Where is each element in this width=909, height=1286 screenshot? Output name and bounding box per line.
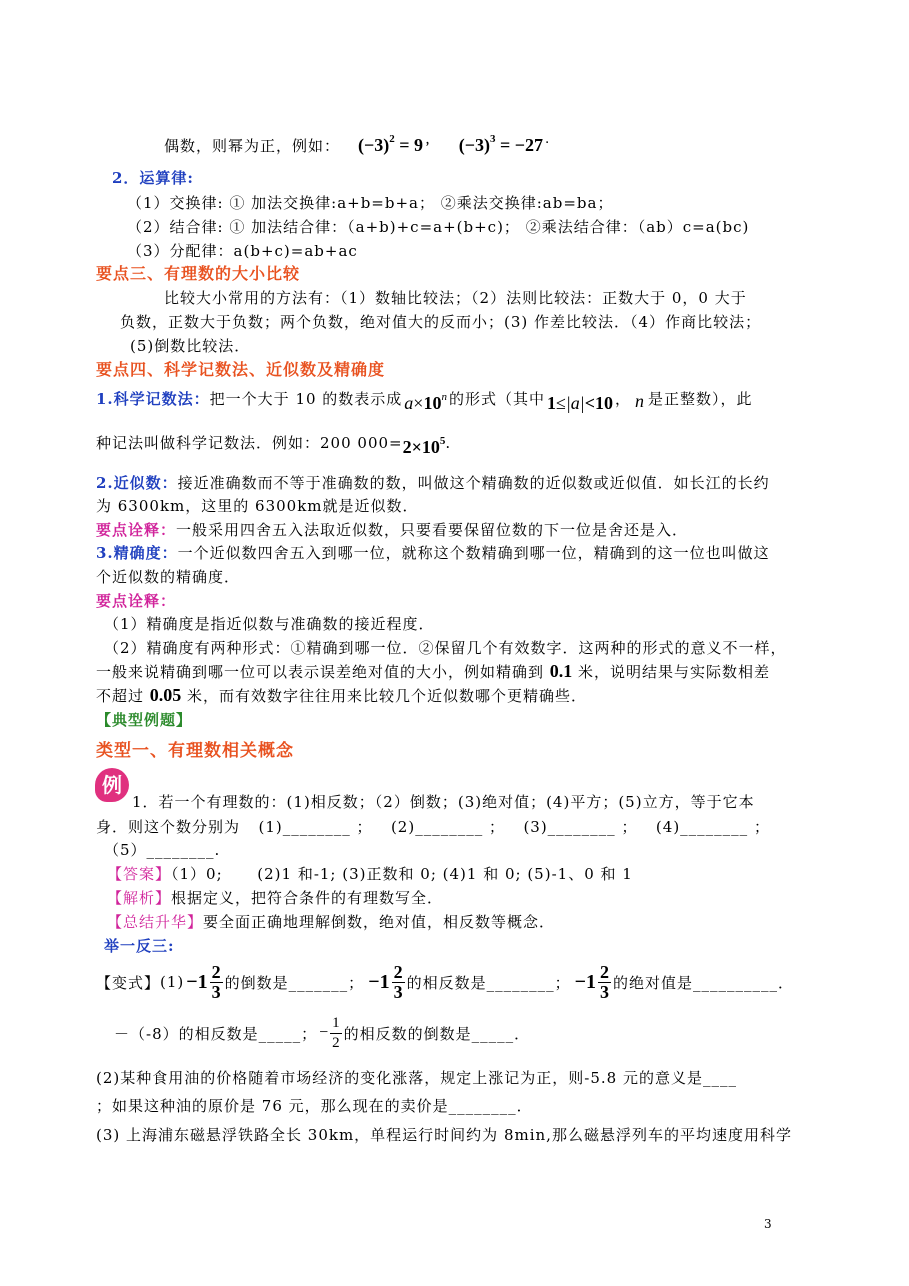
note-2-item-1: （1）精确度是指近似数与准确数的接近程度． xyxy=(104,615,435,633)
power-example-2-exponent: 3 xyxy=(490,133,496,145)
blank-5: （5）________. xyxy=(104,841,221,859)
sci-notation-formula xyxy=(404,393,447,413)
half-fraction xyxy=(330,1014,342,1053)
power-example-1-result: = 9 xyxy=(394,135,424,155)
approx-line-2: 为 6300km，这里的 6300km就是近似数． xyxy=(96,497,419,515)
analysis-line xyxy=(107,888,443,908)
variant-label: 【变式】 xyxy=(96,973,161,992)
formula-exponent-n: n xyxy=(441,391,447,403)
variable-n: n xyxy=(635,391,645,411)
mixed-number-whole-3: −1 xyxy=(574,970,597,993)
accuracy-line-2: 个近似数的精确度． xyxy=(96,568,241,586)
question-3-line-1: (3) 上海浦东磁悬浮铁路全长 30km，单程运行时间约为 8min,那么磁悬浮列车的平均速度用科学 xyxy=(96,1126,792,1144)
note-1-label: 要点诠释： xyxy=(96,521,177,539)
formula-times: × xyxy=(413,393,424,413)
approx-label: 2.近似数： xyxy=(96,474,178,492)
compare-line-2: 负数，正数大于负数；两个负数，绝对值大的反而小；(3) 作差比较法．（4）作商比较法； xyxy=(120,313,762,331)
answer-text: （1）0; (2)1 和-1; (3)正数和 0; (4)1 和 0; (5)-1、0 和 1 xyxy=(171,865,633,883)
mixed-number-whole-2: −1 xyxy=(368,970,390,993)
power-example-2 xyxy=(459,135,549,155)
law-associative: （2）结合律: ① 加法结合律：（a+b)+c=a+(b+c)； ②乘法结合律：（ab）c=a(bc) xyxy=(127,218,750,236)
variant-prefix: (1) xyxy=(160,973,185,991)
page-number: 3 xyxy=(764,1217,772,1231)
sci-notation-comma: ， xyxy=(615,390,632,408)
question-2-line-2: ；如果这种油的原价是 76 元，那么现在的卖价是________． xyxy=(96,1097,533,1115)
compare-line-1: 比较大小常用的方法有：（1）数轴比较法；（2）法则比较法：正数大于 0，0 大于 xyxy=(164,289,747,307)
section-4-heading: 要点四、科学记数法、近似数及精确度 xyxy=(96,360,386,379)
variant-line-1 xyxy=(96,960,794,1004)
sci-notation-example xyxy=(403,437,446,457)
example-coefficient: 2×10 xyxy=(402,437,440,457)
type-1-heading: 类型一、有理数相关概念 xyxy=(96,741,294,761)
note-2-text-b: 米，说明结果与实际数相差 xyxy=(572,663,771,681)
mixed-number-fraction-2 xyxy=(392,963,405,1002)
variant-text-b: 的相反数的倒数是_____． xyxy=(343,1024,531,1043)
laws-heading: 2．运算律: xyxy=(112,169,194,187)
variant-blank-b: 的相反数是________； xyxy=(406,973,571,992)
power-example-1-comma: ， xyxy=(423,134,437,146)
mixed-number-whole-1: −1 xyxy=(186,970,208,993)
note-2-item-2-line-2 xyxy=(96,661,770,682)
blank-2: (2)________ ； xyxy=(390,817,505,836)
sci-notation-example-end: . xyxy=(445,434,452,452)
analysis-text: 根据定义，把符合条件的有理数写全． xyxy=(171,889,444,907)
blank-1: (1)________ ； xyxy=(258,817,373,836)
fraction-numerator: 2 xyxy=(211,961,221,982)
typical-examples-heading: 【典型例题】 xyxy=(96,711,193,729)
question-1-line-2 xyxy=(96,816,770,836)
power-example-2-result: = −27 xyxy=(495,135,544,155)
formula-ten: 10 xyxy=(423,393,442,413)
precision-value-0-1: 0.1 xyxy=(549,661,573,681)
accuracy-label: 3.精确度： xyxy=(96,544,178,562)
sci-notation-text-2: 的形式（其中 xyxy=(448,390,545,408)
question-2-line-1: (2)某种食用油的价格随着市场经济的变化涨落，规定上涨记为正，则-5.8 元的意义是____ xyxy=(96,1069,737,1087)
sci-notation-line-2 xyxy=(96,430,451,460)
condition-lt-ten: <10 xyxy=(584,393,614,413)
sci-notation-label: 1.科学记数法： xyxy=(96,390,210,408)
answer-label: 【答案】 xyxy=(107,865,172,883)
fraction-denominator: 3 xyxy=(393,981,403,1002)
note-2-item-2-line-3 xyxy=(96,685,587,706)
precision-value-0-05: 0.05 xyxy=(149,685,182,705)
fraction-denominator: 3 xyxy=(211,981,221,1002)
condition-le: ≤ xyxy=(555,393,566,413)
fraction-denominator: 2 xyxy=(332,1034,340,1051)
summary-label: 【总结升华】 xyxy=(107,913,204,931)
condition-abs-a: |a| xyxy=(565,393,585,413)
note-2-label: 要点诠释： xyxy=(96,592,177,610)
power-example-1-exponent: 2 xyxy=(389,133,395,145)
section-3-heading: 要点三、有理数的大小比较 xyxy=(96,264,301,283)
formula-a: a xyxy=(404,393,414,413)
half-sign: − xyxy=(319,1024,329,1041)
note-2-text-d: 米，而有效数字往往用来比较几个近似数哪个更精确些． xyxy=(181,687,588,705)
approx-text-1: 接近准确数而不等于准确数的数，叫做这个精确数的近似数或近似值．如长江的长约 xyxy=(177,474,770,492)
approx-line-1 xyxy=(96,473,770,493)
fraction-denominator: 3 xyxy=(600,981,610,1002)
note-2-text-a: 一般来说精确到哪一位可以表示误差绝对值的大小，例如精确到 xyxy=(96,663,550,681)
practice-heading: 举一反三: xyxy=(104,937,175,955)
accuracy-line-1 xyxy=(96,543,770,563)
note-1-text: 一般采用四舍五入法取近似数，只要看要保留位数的下一位是舍还是入． xyxy=(176,521,689,539)
variant-line-2 xyxy=(114,1013,530,1053)
mixed-number-fraction-3 xyxy=(598,963,611,1002)
blank-3: (3)________ ； xyxy=(523,817,638,836)
note-1-line xyxy=(96,520,688,540)
sci-notation-text-4: 是正整数），此 xyxy=(648,390,753,408)
fraction-numerator: 2 xyxy=(393,961,403,982)
law-commutative: （1）交换律: ① 加法交换律:a+b=b+a； ②乘法交换律:ab=ba； xyxy=(127,194,614,212)
blank-4: (4)________ ； xyxy=(655,817,770,836)
variant-blank-c: 的绝对值是__________． xyxy=(613,973,795,992)
question-1-line-1: 1．若一个有理数的：(1)相反数；（2）倒数；(3)绝对值；(4)平方；(5)立方，等于它本 xyxy=(132,793,755,811)
summary-text: 要全面正确地理解倒数，绝对值，相反数等概念． xyxy=(203,913,556,931)
analysis-label: 【解析】 xyxy=(107,889,172,907)
condition-one: 1 xyxy=(546,393,556,413)
question-1-text: 身．则这个数分别为 xyxy=(96,817,241,836)
variant-blank-a: 的倒数是_______； xyxy=(224,973,365,992)
fraction-numerator: 1 xyxy=(330,1014,342,1034)
answer-line xyxy=(107,864,633,884)
compare-line-3: (5)倒数比较法． xyxy=(130,337,251,355)
mixed-number-fraction-1 xyxy=(210,963,223,1002)
power-rule-line xyxy=(164,128,549,158)
power-example-1 xyxy=(358,135,437,155)
power-example-1-base: (−3) xyxy=(358,135,390,155)
sci-notation-line-1 xyxy=(96,386,753,416)
law-distributive: （3）分配律：a(b+c)=ab+ac xyxy=(127,242,358,260)
sci-notation-example-text: 种记法叫做科学记数法．例如：200 000= xyxy=(96,434,403,452)
example-icon: 例 xyxy=(95,768,129,802)
power-example-2-period: . xyxy=(543,134,549,146)
sci-notation-condition xyxy=(547,393,613,413)
variant-text-a: －（-8）的相反数是_____； xyxy=(114,1024,318,1043)
accuracy-text-1: 一个近似数四舍五入到哪一位，就称这个数精确到哪一位，精确到的这一位也叫做这 xyxy=(177,544,770,562)
sci-notation-text-1: 把一个大于 10 的数表示成 xyxy=(209,390,403,408)
fraction-numerator: 2 xyxy=(600,961,610,982)
summary-line xyxy=(107,912,555,932)
note-2-text-c: 不超过 xyxy=(96,687,150,705)
power-rule-text: 偶数，则幂为正，例如： xyxy=(164,137,341,155)
example-exponent: 5 xyxy=(439,435,446,447)
power-example-2-base: (−3) xyxy=(458,135,491,155)
note-2-item-2: （2）精确度有两种形式：①精确到哪一位．②保留几个有效数字．这两种的形式的意义不一样， xyxy=(104,639,787,657)
